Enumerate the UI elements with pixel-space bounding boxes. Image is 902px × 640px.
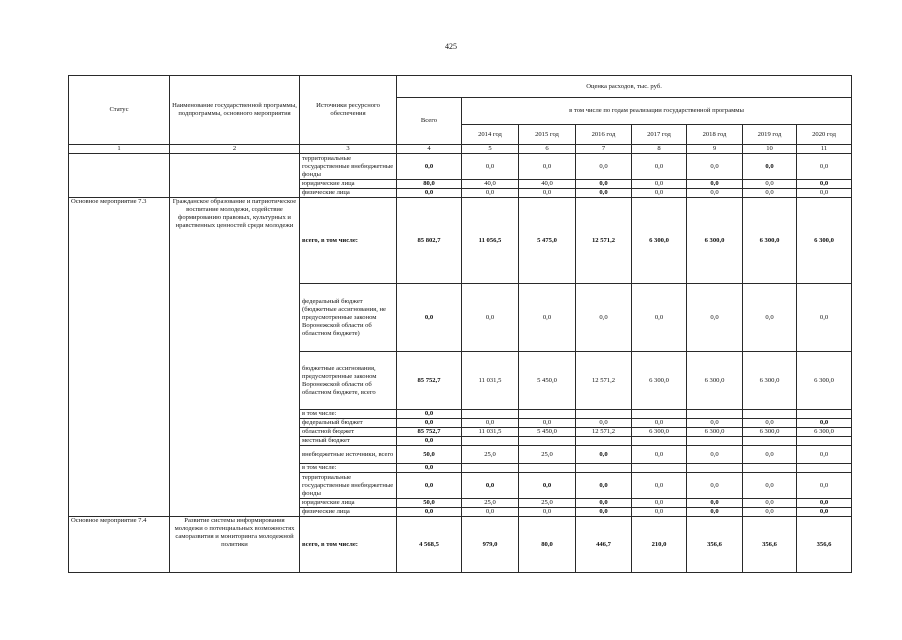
year-value-cell: 356,6 [797, 517, 852, 573]
year-value-cell: 0,0 [632, 284, 687, 352]
header-year: 2018 год [687, 125, 743, 145]
year-value-cell: 40,0 [519, 180, 576, 189]
year-value-cell: 11 031,5 [462, 428, 519, 437]
status-cell-empty [69, 154, 170, 198]
year-value-cell: 6 300,0 [743, 428, 797, 437]
col-number: 8 [632, 145, 687, 154]
total-cell: 50,0 [397, 499, 462, 508]
col-number: 9 [687, 145, 743, 154]
year-value-cell [632, 410, 687, 419]
header-status: Статус [69, 76, 170, 145]
year-value-cell: 0,0 [687, 499, 743, 508]
year-value-cell: 0,0 [797, 284, 852, 352]
total-cell: 85 802,7 [397, 198, 462, 284]
year-value-cell: 0,0 [576, 284, 632, 352]
col-number: 5 [462, 145, 519, 154]
measure-name: Гражданское образование и патриотическое воспитание молодежи, содействие формированию правовых, культурных и нравственных ценностей среди молодежи [170, 198, 300, 517]
total-cell: 50,0 [397, 446, 462, 464]
year-value-cell: 0,0 [743, 446, 797, 464]
year-value-cell: 6 300,0 [687, 428, 743, 437]
year-value-cell [743, 464, 797, 473]
year-value-cell [632, 437, 687, 446]
source-label: юридические лица [300, 180, 397, 189]
total-cell: 0,0 [397, 154, 462, 180]
header-year: 2016 год [576, 125, 632, 145]
source-label: территориальные государственные внебюджетные фонды [300, 154, 397, 180]
source-label: всего, в том числе: [300, 198, 397, 284]
year-value-cell: 5 450,0 [519, 352, 576, 410]
header-year: 2020 год [797, 125, 852, 145]
year-value-cell: 0,0 [576, 189, 632, 198]
col-number: 4 [397, 145, 462, 154]
source-label: территориальные государственные внебюджетные фонды [300, 473, 397, 499]
table-row [69, 154, 852, 180]
year-value-cell: 12 571,2 [576, 352, 632, 410]
total-cell: 0,0 [397, 410, 462, 419]
source-label: федеральный бюджет (бюджетные ассигнования, не предусмотренные законом Воронежской области об областном бюджете) [300, 284, 397, 352]
measure-name: Развитие системы информирования молодежи о потенциальных возможностях саморазвития и мониторинга молодежной политики [170, 517, 300, 573]
year-value-cell: 0,0 [632, 473, 687, 499]
year-value-cell [797, 410, 852, 419]
header-year: 2015 год [519, 125, 576, 145]
table-row [69, 198, 852, 284]
year-value-cell: 0,0 [632, 154, 687, 180]
source-label: областной бюджет [300, 428, 397, 437]
year-value-cell: 0,0 [797, 189, 852, 198]
year-value-cell: 0,0 [687, 189, 743, 198]
year-value-cell: 0,0 [743, 508, 797, 517]
year-value-cell: 0,0 [743, 154, 797, 180]
col-number: 6 [519, 145, 576, 154]
year-value-cell: 0,0 [632, 180, 687, 189]
year-value-cell [743, 437, 797, 446]
year-value-cell: 0,0 [743, 419, 797, 428]
year-value-cell: 0,0 [797, 508, 852, 517]
header-sources: Источники ресурсного обеспечения [300, 76, 397, 145]
year-value-cell [687, 410, 743, 419]
source-label: федеральный бюджет [300, 419, 397, 428]
year-value-cell: 0,0 [687, 473, 743, 499]
year-value-cell: 210,0 [632, 517, 687, 573]
total-cell: 80,0 [397, 180, 462, 189]
year-value-cell: 0,0 [462, 189, 519, 198]
year-value-cell: 0,0 [462, 154, 519, 180]
total-cell: 0,0 [397, 284, 462, 352]
source-label: в том числе: [300, 410, 397, 419]
year-value-cell [632, 464, 687, 473]
year-value-cell: 0,0 [687, 180, 743, 189]
year-value-cell: 0,0 [687, 446, 743, 464]
year-value-cell [519, 464, 576, 473]
table-row [69, 517, 852, 573]
year-value-cell: 40,0 [462, 180, 519, 189]
year-value-cell: 11 056,5 [462, 198, 519, 284]
year-value-cell: 0,0 [797, 419, 852, 428]
year-value-cell [519, 410, 576, 419]
total-cell: 85 752,7 [397, 352, 462, 410]
year-value-cell: 25,0 [462, 446, 519, 464]
year-value-cell: 11 031,5 [462, 352, 519, 410]
source-label: всего, в том числе: [300, 517, 397, 573]
year-value-cell: 0,0 [632, 508, 687, 517]
year-value-cell: 6 300,0 [797, 428, 852, 437]
year-value-cell: 0,0 [519, 189, 576, 198]
year-value-cell [743, 410, 797, 419]
year-value-cell: 356,6 [687, 517, 743, 573]
year-value-cell [797, 464, 852, 473]
header-name: Наименование государственной программы, подпрограммы, основного мероприятия [170, 76, 300, 145]
status-cell: Основное мероприятие 7.4 [69, 517, 170, 573]
header-total: Всего [397, 98, 462, 145]
year-value-cell [576, 410, 632, 419]
year-value-cell: 0,0 [687, 284, 743, 352]
year-value-cell: 0,0 [632, 189, 687, 198]
year-value-cell: 0,0 [797, 473, 852, 499]
year-value-cell: 0,0 [519, 508, 576, 517]
year-value-cell: 0,0 [462, 508, 519, 517]
year-value-cell: 6 300,0 [743, 198, 797, 284]
year-value-cell: 6 300,0 [797, 198, 852, 284]
total-cell: 0,0 [397, 508, 462, 517]
year-value-cell [462, 464, 519, 473]
year-value-cell [462, 410, 519, 419]
year-value-cell: 446,7 [576, 517, 632, 573]
resource-table [68, 75, 852, 573]
year-value-cell: 0,0 [743, 473, 797, 499]
year-value-cell: 25,0 [462, 499, 519, 508]
year-value-cell: 0,0 [519, 154, 576, 180]
year-value-cell: 0,0 [576, 154, 632, 180]
source-label: внебюджетные источники, всего [300, 446, 397, 464]
year-value-cell: 0,0 [743, 189, 797, 198]
year-value-cell: 12 571,2 [576, 428, 632, 437]
year-value-cell: 6 300,0 [632, 352, 687, 410]
total-cell: 0,0 [397, 419, 462, 428]
year-value-cell: 5 475,0 [519, 198, 576, 284]
year-value-cell: 0,0 [576, 499, 632, 508]
year-value-cell [576, 437, 632, 446]
year-value-cell: 0,0 [632, 419, 687, 428]
total-cell: 0,0 [397, 189, 462, 198]
year-value-cell: 0,0 [462, 473, 519, 499]
status-cell: Основное мероприятие 7.3 [69, 198, 170, 517]
year-value-cell: 6 300,0 [797, 352, 852, 410]
total-cell: 0,0 [397, 437, 462, 446]
year-value-cell: 6 300,0 [687, 198, 743, 284]
year-value-cell: 6 300,0 [632, 428, 687, 437]
year-value-cell: 0,0 [576, 419, 632, 428]
header-year: 2019 год [743, 125, 797, 145]
header-estimate: Оценка расходов, тыс. руб. [397, 76, 852, 98]
year-value-cell: 0,0 [462, 419, 519, 428]
source-label: физические лица [300, 508, 397, 517]
total-cell: 0,0 [397, 473, 462, 499]
source-label: местный бюджет [300, 437, 397, 446]
year-value-cell: 0,0 [632, 499, 687, 508]
total-cell: 0,0 [397, 464, 462, 473]
header-year: 2017 год [632, 125, 687, 145]
year-value-cell: 6 300,0 [632, 198, 687, 284]
year-value-cell: 6 300,0 [743, 352, 797, 410]
year-value-cell [576, 464, 632, 473]
year-value-cell: 0,0 [519, 419, 576, 428]
year-value-cell: 25,0 [519, 499, 576, 508]
year-value-cell: 25,0 [519, 446, 576, 464]
year-value-cell: 979,0 [462, 517, 519, 573]
year-value-cell: 0,0 [462, 284, 519, 352]
year-value-cell: 0,0 [576, 508, 632, 517]
year-value-cell: 0,0 [687, 419, 743, 428]
year-value-cell: 356,6 [743, 517, 797, 573]
year-value-cell: 5 450,0 [519, 428, 576, 437]
year-value-cell: 0,0 [632, 446, 687, 464]
col-number: 7 [576, 145, 632, 154]
source-label: бюджетные ассигнования, предусмотренные законом Воронежской области об областном бюджете, всего [300, 352, 397, 410]
col-number: 2 [170, 145, 300, 154]
header-year: 2014 год [462, 125, 519, 145]
page-number: 425 [445, 42, 457, 51]
year-value-cell [687, 437, 743, 446]
total-cell: 85 752,7 [397, 428, 462, 437]
year-value-cell: 0,0 [576, 473, 632, 499]
year-value-cell: 0,0 [576, 446, 632, 464]
year-value-cell: 0,0 [519, 473, 576, 499]
source-label: юридические лица [300, 499, 397, 508]
year-value-cell: 0,0 [797, 154, 852, 180]
measure-name-empty [170, 154, 300, 198]
source-label: в том числе: [300, 464, 397, 473]
year-value-cell: 0,0 [743, 180, 797, 189]
year-value-cell: 0,0 [687, 508, 743, 517]
year-value-cell: 0,0 [576, 180, 632, 189]
col-number: 10 [743, 145, 797, 154]
year-value-cell: 0,0 [687, 154, 743, 180]
year-value-cell: 80,0 [519, 517, 576, 573]
col-number: 3 [300, 145, 397, 154]
col-number: 1 [69, 145, 170, 154]
header-by-years: в том числе по годам реализации государственной программы [462, 98, 852, 125]
year-value-cell: 0,0 [519, 284, 576, 352]
total-cell: 4 568,5 [397, 517, 462, 573]
year-value-cell [519, 437, 576, 446]
year-value-cell: 0,0 [797, 180, 852, 189]
col-number: 11 [797, 145, 852, 154]
year-value-cell: 0,0 [743, 499, 797, 508]
year-value-cell [462, 437, 519, 446]
year-value-cell: 12 571,2 [576, 198, 632, 284]
year-value-cell: 0,0 [797, 446, 852, 464]
year-value-cell: 0,0 [743, 284, 797, 352]
year-value-cell: 0,0 [797, 499, 852, 508]
year-value-cell [687, 464, 743, 473]
source-label: физические лица [300, 189, 397, 198]
year-value-cell [797, 437, 852, 446]
year-value-cell: 6 300,0 [687, 352, 743, 410]
